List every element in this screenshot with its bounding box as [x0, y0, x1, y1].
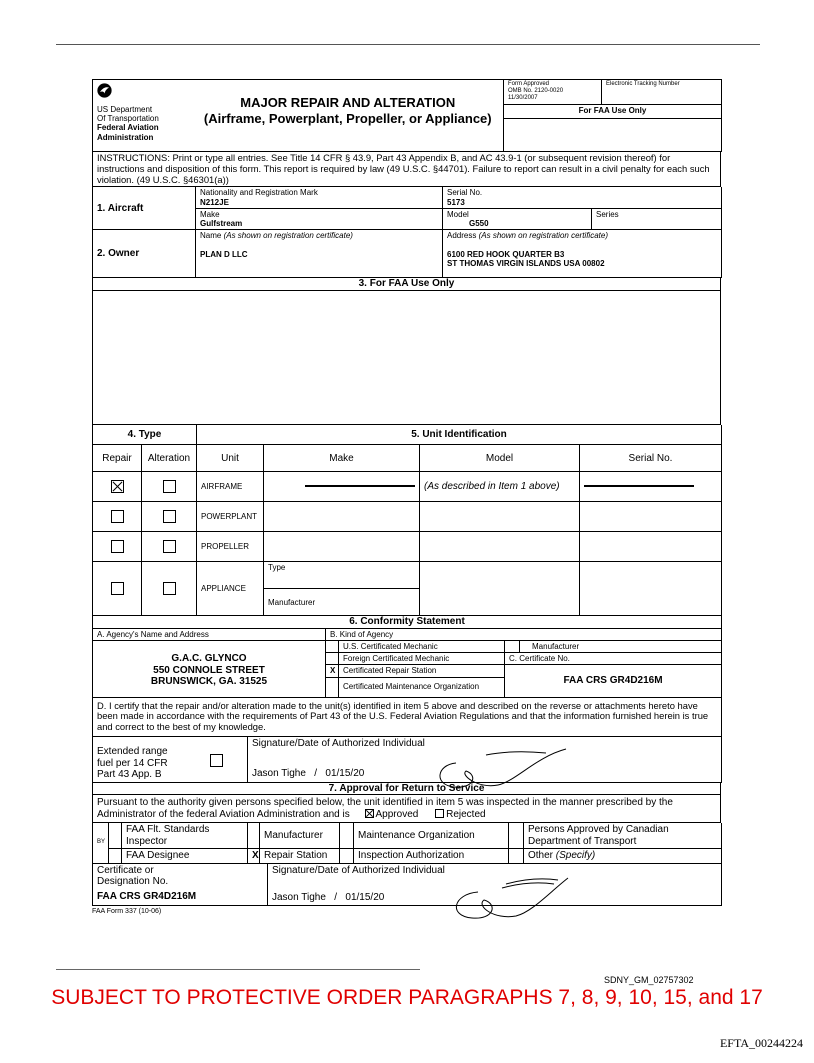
appliance-label: APPLIANCE	[197, 562, 264, 616]
approval-cert-label1: Certificate or	[97, 864, 154, 876]
faa-use-only-header: For FAA Use Only	[504, 105, 722, 119]
certify-text: D. I certify that the repair and/or alteration made to the unit(s) identified in item 5 above and described on the reverse or attachments hereto have been made in accordance with the requirements of Part 43 of the U.S. Federal Aviation Regulations and that the information furnished herein is true and correct to the best of my knowledge.	[93, 697, 722, 736]
maint-org-label: Maintenance Organization	[354, 823, 509, 849]
approval-cert-label2: Designation No.	[97, 876, 169, 887]
dot-logo-icon	[97, 83, 112, 98]
rejected-label: Rejected	[446, 808, 486, 820]
alteration-header: Alteration	[142, 445, 197, 472]
serial-cell	[443, 187, 722, 208]
form-approved-box	[504, 80, 602, 105]
unit-header: Unit	[197, 445, 264, 472]
conformity-signature-separator: /	[314, 768, 318, 779]
appliance-alteration-checkbox[interactable]	[163, 582, 176, 595]
faa-form-337	[92, 79, 721, 915]
owner-name-note: (As shown on registration certificate)	[223, 231, 353, 241]
bates-number: SDNY_GM_02757302	[604, 975, 694, 985]
approval-signature-table	[92, 864, 722, 907]
approval-signature-separator: /	[334, 891, 338, 903]
kind-4-check[interactable]	[326, 677, 339, 697]
airframe-make-dash	[305, 485, 415, 487]
kind-of-agency-label: B. Kind of Agency	[326, 628, 722, 640]
agency-line1: G.A.C. GLYNCO	[171, 653, 247, 665]
canadian-check[interactable]	[509, 823, 524, 849]
series-label: Series	[596, 209, 619, 219]
approved-label: Approved	[375, 808, 419, 820]
model-value: G550	[469, 219, 489, 229]
tracking-label: Electronic Tracking Number	[606, 81, 680, 87]
propeller-alteration-checkbox[interactable]	[163, 540, 176, 553]
conformity-signer-name: Jason Tighe	[252, 768, 306, 779]
conformity-signature-date: 01/15/20	[325, 768, 365, 779]
dept-line1: US Department	[97, 105, 153, 114]
repair-station-label: Repair Station	[260, 849, 340, 864]
extended-line3: Part 43 App. B	[97, 769, 162, 780]
serial-header: Serial No.	[580, 445, 722, 472]
page-top-rule	[56, 44, 760, 45]
canadian-label: Persons Approved by Canadian Department of Transport	[524, 823, 722, 849]
appliance-row	[93, 562, 722, 589]
by-label: BY	[93, 823, 109, 863]
instructions-box	[92, 152, 721, 187]
approval-signature-date: 01/15/20	[345, 891, 385, 903]
propeller-row	[93, 532, 722, 562]
repair-header: Repair	[93, 445, 142, 472]
approved-checkbox[interactable]	[365, 809, 374, 818]
kind-1-label: U.S. Certificated Mechanic	[339, 641, 505, 653]
propeller-label: PROPELLER	[197, 532, 264, 562]
propeller-repair-checkbox[interactable]	[111, 540, 124, 553]
nationality-cell	[196, 187, 443, 208]
kind-2-label: Foreign Certificated Mechanic	[339, 653, 505, 665]
extended-line2: fuel per 14 CFR	[97, 757, 168, 769]
type-title: 4. Type	[93, 425, 197, 445]
other-cell	[524, 849, 722, 864]
airframe-repair-checkbox[interactable]	[111, 480, 124, 493]
other-check[interactable]	[509, 849, 524, 864]
manufacturer-approval-label: Manufacturer	[260, 823, 340, 849]
faa-designee-check[interactable]	[109, 849, 122, 864]
faa-use-section	[92, 278, 721, 425]
powerplant-label: POWERPLANT	[197, 502, 264, 532]
agency-address	[93, 641, 326, 698]
dept-line2: Of Transportation	[97, 114, 159, 124]
model-label: Model	[447, 209, 469, 219]
form-number: FAA Form 337 (10-06)	[92, 908, 162, 915]
agency-line2: 550 CONNOLE STREET	[153, 664, 265, 676]
approval-title: 7. Approval for Return to Service	[93, 783, 721, 795]
manufacturer-label: Manufacturer	[520, 641, 722, 653]
approval-signature-cell	[268, 864, 722, 906]
approval-signer-name: Jason Tighe	[272, 891, 326, 903]
approved-line2: OMB No. 2120-0020	[508, 87, 564, 94]
nationality-value: N212JE	[200, 197, 229, 207]
appliance-type-label: Type	[264, 562, 420, 589]
instructions-text: INSTRUCTIONS: Print or type all entries. See Title 14 CFR § 43.9, Part 43 Appendix B, and AC 43.9-1 (or subsequent revision thereof) for instructions and disposition of this form. This report is required by law (49 U.S.C. §44701). Failure to report can result in a civil penalty for each such violation. (49 U.S.C. §46301(a))	[93, 152, 721, 187]
appliance-repair-checkbox[interactable]	[111, 582, 124, 595]
powerplant-repair-checkbox[interactable]	[111, 510, 124, 523]
extended-range-checkbox[interactable]	[210, 754, 223, 767]
airframe-row	[93, 472, 722, 502]
owner-label: 2. Owner	[93, 230, 196, 278]
title-line2: (Airframe, Powerplant, Propeller, or Appliance)	[203, 110, 492, 126]
approval-text-cell	[93, 795, 721, 823]
powerplant-alteration-checkbox[interactable]	[163, 510, 176, 523]
airframe-label: AIRFRAME	[197, 472, 264, 502]
approval-signer	[272, 892, 384, 904]
faa-use-title: 3. For FAA Use Only	[93, 278, 721, 290]
dept-line4: Administration	[97, 132, 154, 142]
make-header: Make	[264, 445, 420, 472]
efta-number: EFTA_00244224	[719, 1036, 803, 1050]
owner-address-note: (As shown on registration certificate)	[478, 231, 608, 241]
airframe-alteration-checkbox[interactable]	[163, 480, 176, 493]
owner-address-label: Address	[447, 231, 477, 241]
make-label: Make	[200, 209, 220, 219]
approval-signature-label: Signature/Date of Authorized Individual	[272, 864, 445, 876]
appliance-manufacturer-label: Manufacturer	[264, 589, 420, 616]
faa-inspector-check[interactable]	[109, 823, 122, 849]
series-cell	[592, 208, 722, 229]
rejected-checkbox[interactable]	[435, 809, 444, 818]
powerplant-row	[93, 502, 722, 532]
owner-address-cell	[443, 230, 722, 278]
conformity-table	[92, 616, 722, 737]
owner-name-value: PLAN D LLC	[200, 249, 248, 259]
owner-address-line1: 6100 RED HOOK QUARTER B3	[447, 249, 565, 259]
serial-label: Serial No.	[447, 188, 483, 198]
owner-name-label: Name	[200, 231, 222, 241]
approval-cert-cell	[93, 864, 268, 906]
certificate-label: C. Certificate No.	[505, 653, 722, 665]
kind-3-label: Certificated Repair Station	[339, 665, 505, 677]
faa-use-area	[93, 290, 721, 424]
dept-line3: Federal Aviation	[97, 123, 159, 133]
maint-org-check[interactable]	[340, 823, 354, 849]
aircraft-owner-table	[92, 187, 722, 278]
type-unit-table	[92, 425, 722, 617]
approved-line3: 11/30/2007	[508, 94, 538, 101]
owner-name-cell	[196, 230, 443, 278]
airframe-model-text: (As described in Item 1 above)	[420, 472, 580, 502]
make-value: Gulfstream	[200, 219, 243, 229]
kind-4-label: Certificated Maintenance Organization	[339, 677, 505, 697]
dot-block	[93, 80, 193, 152]
conformity-signature-cell	[248, 737, 722, 782]
protective-order-notice: SUBJECT TO PROTECTIVE ORDER PARAGRAPHS 7, 8, 9, 10, 15, and 17	[51, 986, 763, 1009]
conformity-signer	[252, 768, 364, 780]
form-title	[193, 80, 504, 152]
inspection-auth-label: Inspection Authorization	[354, 849, 509, 864]
faa-inspector-label: FAA Flt. Standards Inspector	[122, 823, 248, 849]
faa-use-only-box	[504, 119, 722, 152]
footer-rule	[56, 969, 420, 970]
approved-line1: Form Approved	[508, 81, 550, 87]
aircraft-label: 1. Aircraft	[93, 187, 196, 229]
agency-label: A. Agency's Name and Address	[93, 628, 326, 640]
conformity-title: 6. Conformity Statement	[93, 616, 722, 628]
tracking-number-box	[602, 80, 722, 105]
nationality-label: Nationality and Registration Mark	[200, 188, 318, 198]
certificate-value: FAA CRS GR4D216M	[505, 665, 722, 697]
kind-1-check[interactable]	[326, 641, 339, 653]
conformity-signature-label: Signature/Date of Authorized Individual	[252, 738, 425, 749]
title-line1: MAJOR REPAIR AND ALTERATION	[240, 95, 456, 110]
approval-table	[92, 783, 721, 824]
conformity-signature-table	[92, 737, 722, 783]
approval-handwritten-signature	[428, 870, 588, 922]
other-specify: (Specify)	[555, 850, 596, 861]
approval-cert-value: FAA CRS GR4D216M	[97, 890, 197, 902]
manufacturer-approval-check[interactable]	[248, 823, 260, 849]
approval-by-table	[92, 823, 722, 864]
inspection-auth-check[interactable]	[340, 849, 354, 864]
make-cell	[196, 208, 443, 229]
kind-3-check[interactable]: X	[326, 665, 339, 677]
conformity-handwritten-signature	[426, 745, 576, 791]
faa-designee-label: FAA Designee	[122, 849, 248, 864]
repair-station-check[interactable]: X	[248, 849, 260, 864]
serial-value: 5173	[447, 197, 465, 207]
approval-text: Pursuant to the authority given persons specified below, the unit identified in item 5 was inspected in the manner prescribed by the Administrator of the federal Aviation Administration and is	[97, 797, 673, 820]
model-cell	[443, 208, 592, 229]
manufacturer-check[interactable]	[505, 641, 520, 653]
owner-address-line2: ST THOMAS VIRGIN ISLANDS USA 00802	[447, 258, 605, 268]
other-label: Other	[528, 850, 554, 861]
extended-line1: Extended range	[97, 746, 168, 757]
unit-id-title: 5. Unit Identification	[197, 425, 722, 445]
kind-2-check[interactable]	[326, 653, 339, 665]
agency-line3: BRUNSWICK, GA. 31525	[150, 676, 268, 688]
form-header	[92, 79, 722, 152]
model-header: Model	[420, 445, 580, 472]
airframe-serial-dash	[584, 485, 694, 487]
extended-range-cell	[93, 737, 248, 782]
